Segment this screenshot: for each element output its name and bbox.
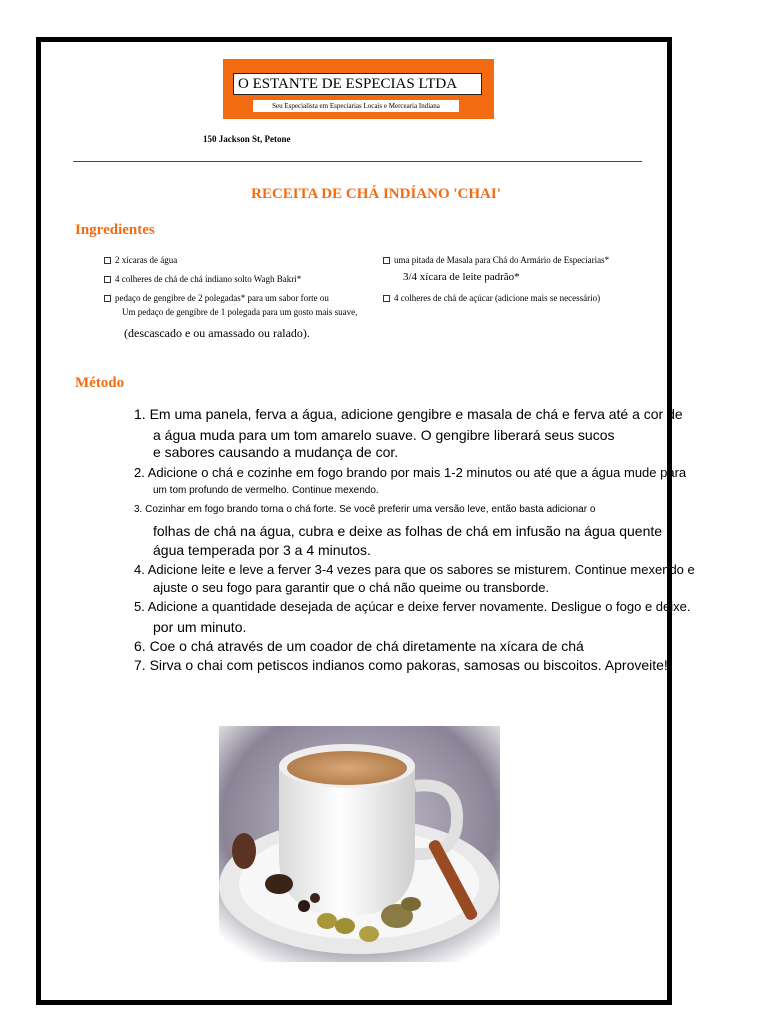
checkbox-icon: [383, 295, 390, 302]
method-step-continued: ajuste o seu fogo para garantir que o chá não queime ou transborde.: [153, 580, 550, 595]
ingredient-item-continued: (descascado e ou amassado ou ralado).: [124, 326, 310, 340]
company-name-box: [233, 73, 482, 95]
method-step-continued: a água muda para um tom amarelo suave. O gengibre liberará seus sucos: [153, 427, 615, 443]
method-step: 3. Cozinhar em fogo brando torna o chá forte. Se você preferir uma versão leve, então basta adicionar o: [134, 504, 596, 515]
checkbox-icon: [104, 276, 111, 283]
checkbox-icon: [104, 257, 111, 264]
method-step-continued: e sabores causando a mudança de cor.: [153, 444, 399, 460]
ingredient-item: 2 xícaras de água: [104, 254, 177, 266]
chai-cup-image: [219, 726, 500, 962]
method-step-continued: folhas de chá na água, cubra e deixe as folhas de chá em infusão na água quente: [153, 523, 663, 539]
ingredient-item: 4 colheres de chá de açúcar (adicione mais se necessário): [383, 292, 600, 304]
checkbox-icon: [383, 257, 390, 264]
chai-cup-photo: [219, 726, 500, 962]
method-step-continued: água temperada por 3 a 4 minutos.: [153, 542, 371, 558]
ingredient-item-continued: Um pedaço de gengibre de 1 polegada para um gosto mais suave,: [122, 307, 358, 317]
company-logo: [223, 59, 494, 119]
ingredients-heading: Ingredientes: [75, 222, 155, 238]
recipe-title: RECEITA DE CHÁ INDÍANO 'CHAI': [251, 186, 501, 202]
method-step-continued: um tom profundo de vermelho. Continue mexendo.: [153, 485, 379, 496]
ingredient-item: uma pitada de Masala para Chá do Armário de Especiarias*: [383, 254, 609, 266]
method-step-continued: por um minuto.: [153, 619, 247, 635]
method-step: 1. Em uma panela, ferva a água, adicione gengibre e masala de chá e ferva até a cor de: [134, 406, 683, 422]
method-step: 5. Adicione a quantidade desejada de açúcar e deixe ferver novamente. Desligue o fogo e deixe.: [134, 599, 691, 614]
company-tagline: Seu Especialista em Especiarias Locais e Mercearia Indiana: [253, 100, 459, 112]
header-divider: [73, 161, 642, 162]
ingredient-item: 4 colheres de chá de chá indiano solto Wagh Bakri*: [104, 273, 301, 285]
method-step: 7. Sirva o chai com petiscos indianos como pakoras, samosas ou biscoitos. Aproveite!: [134, 657, 668, 673]
store-address: 150 Jackson St, Petone: [203, 134, 291, 144]
checkbox-icon: [104, 295, 111, 302]
company-name: O ESTANTE DE ESPECIAS LTDA: [238, 76, 458, 92]
method-step: 2. Adicione o chá e cozinhe em fogo brando por mais 1-2 minutos ou até que a água mude para: [134, 465, 687, 480]
ingredient-item: 3/4 xícara de leite padrão*: [403, 271, 520, 283]
method-step: 6. Coe o chá através de um coador de chá diretamente na xícara de chá: [134, 638, 584, 654]
ingredient-item: pedaço de gengibre de 2 polegadas* para um sabor forte ou: [104, 292, 329, 304]
method-heading: Método: [75, 375, 125, 391]
method-step: 4. Adicione leite e leve a ferver 3-4 vezes para que os sabores se misturem. Continue mexendo e: [134, 562, 695, 577]
